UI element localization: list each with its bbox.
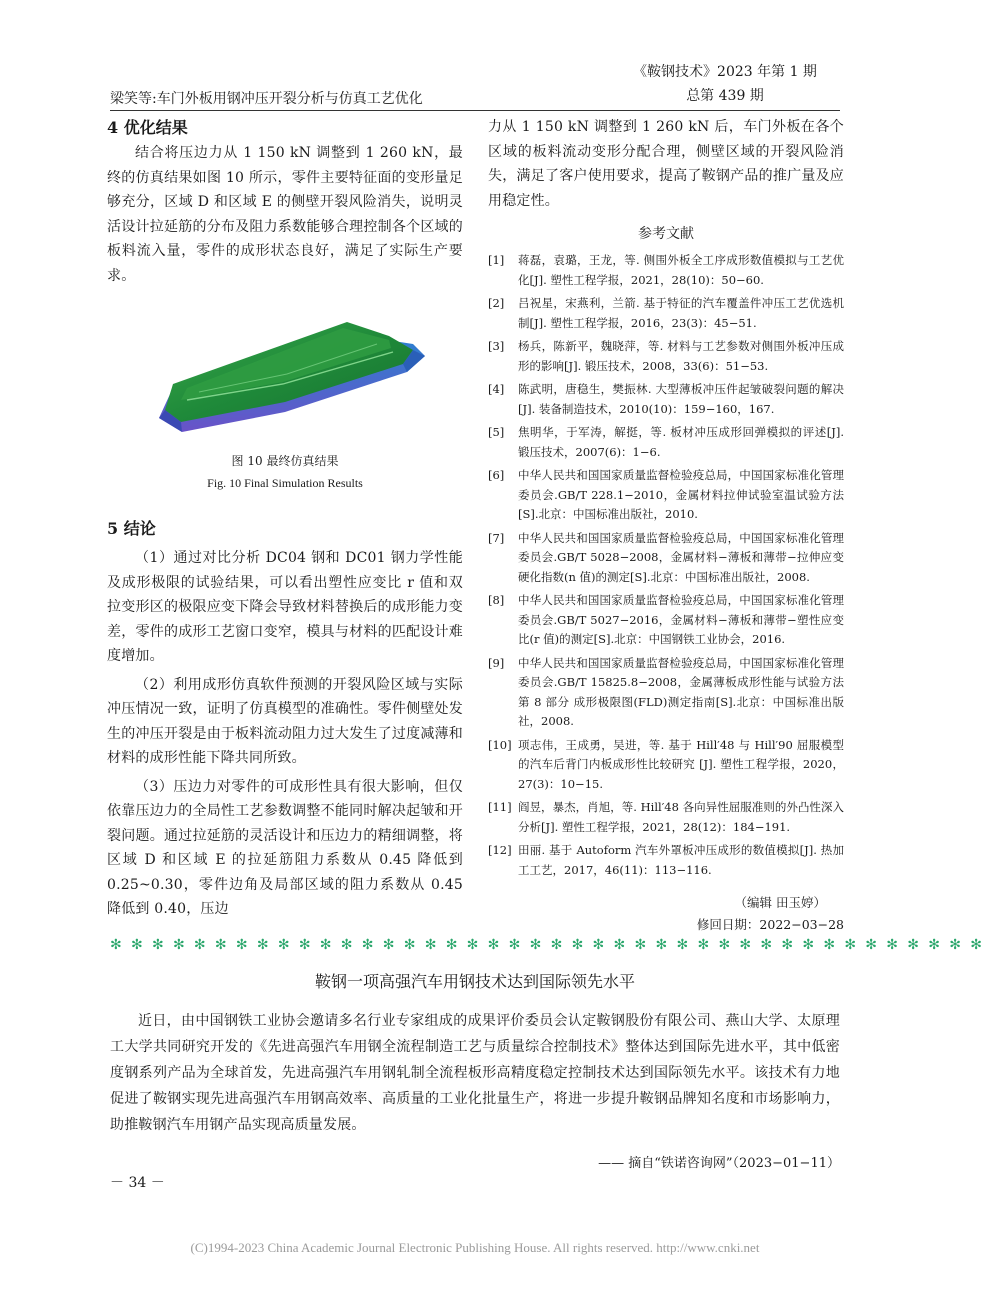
reference-text: 中华人民共和国国家质量监督检验疫总局，中国国家标准化管理委员会.GB/T 5027−2016，金属材料−薄板和薄带−塑性应变比(r 值)的测定[S].北京：中国钢铁工业协会，2016. (518, 593, 844, 646)
reference-text: 中华人民共和国国家质量监督检验疫总局，中国国家标准化管理委员会.GB/T 5028−2008，金属材料−薄板和薄带−拉伸应变硬化指数(n 值)的测定[S].北京：中国标准出版社，2008. (518, 530, 844, 584)
reference-text: 中华人民共和国国家质量监督检验疫总局，中国国家标准化管理委员会.GB/T 15825.8−2008，金属薄板成形性能与试验方法 第 8 部分 成形极限图(FLD)测定指南[S].北京：中国标准出版社，2008. (518, 655, 844, 728)
left-column (107, 115, 463, 922)
header-rule (110, 110, 840, 111)
reference-item (488, 591, 844, 650)
figure-10 (107, 300, 463, 450)
reference-text: 吕祝星，宋燕利，兰箭. 基于特征的汽车覆盖件冲压工艺优选机制[J]. 塑性工程学报，2016，23(3)：45−51. (518, 296, 844, 330)
star-separator: ✻ ✻ ✻ ✻ ✻ ✻ ✻ ✻ ✻ ✻ ✻ ✻ ✻ ✻ ✻ ✻ ✻ ✻ ✻ ✻ ✻ ✻ ✻ ✻ ✻ ✻ ✻ ✻ ✻ ✻ ✻ ✻ ✻ ✻ ✻ ✻ ✻ ✻ ✻ ✻ ✻ ✻ (110, 937, 984, 953)
reference-text: 田丽. 基于 Autoform 汽车外罩板冲压成形的数值模拟[J]. 热加工工艺，2017，46(11)：113−116. (518, 843, 844, 877)
running-title: 梁笑等:车门外板用钢冲压开裂分析与仿真工艺优化 (110, 91, 423, 107)
copyright-footer: (C)1994-2023 China Academic Journal Electronic Publishing House. All rights reserved. http://www.cnki.net (190, 1240, 760, 1255)
reference-number: [12] (488, 843, 512, 857)
reference-item (488, 251, 844, 290)
reference-item (488, 337, 844, 376)
news-source: —— 摘自“铁诺咨询网”（2023−01−11） (598, 1156, 840, 1171)
journal-issue: 《鞍钢技术》2023 年第 1 期 (633, 64, 817, 80)
reference-number: [4] (488, 382, 505, 396)
reference-text: 阎昱，暴杰，肖旭，等. Hill′48 各向异性屈服准则的外凸性深入分析[J]. 塑性工程学报，2021，28(12)：184−191. (518, 800, 844, 834)
reference-number: [5] (488, 425, 505, 439)
reference-text: 蒋磊，袁璐，王龙，等. 侧围外板全工序成形数值模拟与工艺优化[J]. 塑性工程学报，2021，28(10)：50−60. (518, 253, 844, 287)
reference-text: 项志伟，王成勇，吴进，等. 基于 Hill′48 与 Hill′90 屈服模型的汽车后背门内板成形性比较研究 [J]. 塑性工程学报，2020，27(3)：10−15. (518, 737, 844, 791)
reference-number: [3] (488, 339, 505, 353)
reference-number: [9] (488, 655, 505, 670)
section-5-heading: 5 结论 (107, 519, 156, 538)
news-body: 近日，由中国钢铁工业协会邀请多名行业专家组成的成果评价委员会认定鞍钢股份有限公司、燕山大学、太原理工大学共同研究开发的《先进高强汽车用钢全流程制造工艺与质量综合控制技术》整体达到国际先进水平，其中低密度钢系列产品为全球首发，先进高强汽车用钢轧制全流程板形高精度稳定控制技术达到国际领先水平。该技术有力地促进了鞍钢实现先进高强汽车用钢高效率、高质量的工业化批量生产，将进一步提升鞍钢品牌知名度和市场影响力，助推鞍钢汽车用钢产品实现高质量发展。 (110, 1013, 840, 1133)
reference-list (488, 251, 844, 880)
simulation-result-image (107, 300, 463, 450)
reference-item (488, 529, 844, 588)
reference-number: [11] (488, 800, 512, 814)
reference-text: 陈武明，唐稳生，樊振林. 大型薄板冲压件起皱破裂问题的解决[J]. 装备制造技术，2010(10)：159−160，167. (518, 382, 844, 416)
reference-number: [7] (488, 530, 505, 545)
reference-number: [10] (488, 737, 512, 752)
figure-caption-en: Fig. 10 Final Simulation Results (207, 476, 363, 490)
conclusion-1: （1）通过对比分析 DC04 钢和 DC01 钢力学性能及成形极限的试验结果，可以看出塑性应变比 r 值和双拉变形区的极限应变下降会导致材料替换后的成形能力变差，零件的成形工艺窗口变窄，模具与材料的匹配设计难度增加。 (107, 550, 463, 664)
right-column (488, 115, 844, 936)
section-4-paragraph: 结合将压边力从 1 150 kN 调整到 1 260 kN，最终的仿真结果如图 10 所示，零件主要特征面的变形量足够充分，区域 D 和区域 E 的侧壁开裂风险消失，说明灵活设计拉延筋的分布及阻力系数能够合理控制各个区域的板料流入量，零件的成形状态良好，满足了实际生产要求。 (107, 145, 463, 284)
reference-item (488, 798, 844, 837)
editor-note: （编辑 田玉婷） (734, 895, 826, 910)
conclusion-3: （3）压边力对零件的可成形性具有很大影响，但仅依靠压边力的全局性工艺参数调整不能同时解决起皱和开裂问题。通过拉延筋的灵活设计和压边力的精细调整，将区域 D 和区域 E 的拉延筋阻力系数从 0.45 降低到 0.25~0.30，零件边角及局部区域的阻力系数从 0.45 降低到 0.40，压边 (107, 778, 463, 917)
news-title: 鞍钢一项高强汽车用钢技术达到国际领先水平 (314, 972, 635, 991)
reference-item (488, 736, 844, 795)
reference-text: 焦明华，于军涛，解挺，等. 板材冲压成形回弹模拟的评述[J]. 锻压技术，2007(6)：1−6. (518, 425, 844, 459)
revision-date: 修回日期：2022−03−28 (696, 917, 844, 932)
references-title: 参考文献 (638, 226, 694, 242)
reference-number: [8] (488, 593, 505, 607)
reference-text: 杨兵，陈新平，魏晓萍，等. 材料与工艺参数对侧围外板冲压成形的影响[J]. 锻压技术，2008，33(6)：51−53. (518, 339, 844, 373)
journal-total-issue: 总第 439 期 (686, 88, 764, 104)
reference-text: 中华人民共和国国家质量监督检验疫总局，中国国家标准化管理委员会.GB/T 228.1−2010，金属材料拉伸试验室温试验方法[S].北京：中国标准出版社，2010. (518, 468, 844, 521)
page-number: － 34 － (110, 1175, 165, 1191)
news-body-wrap (110, 1008, 840, 1138)
conclusion-3-continued: 力从 1 150 kN 调整到 1 260 kN 后，车门外板在各个区域的板料流动变形分配合理，侧壁区域的开裂风险消失，满足了客户使用要求，提高了鞍钢产品的推广量及应用稳定性。 (488, 119, 844, 209)
reference-item (488, 654, 844, 732)
conclusion-2: （2）利用成形仿真软件预测的开裂风险区域与实际冲压情况一致，证明了仿真模型的准确性。零件侧壁处发生的冲压开裂是由于板料流动阻力过大发生了过度减薄和材料的成形性能下降共同所致。 (107, 676, 463, 766)
reference-number: [1] (488, 253, 505, 267)
reference-item (488, 380, 844, 419)
figure-caption-cn: 图 10 最终仿真结果 (231, 454, 339, 468)
section-4-heading: 4 优化结果 (107, 118, 188, 137)
reference-item (488, 466, 844, 525)
reference-number: [2] (488, 296, 505, 310)
reference-item (488, 423, 844, 462)
reference-number: [6] (488, 468, 505, 482)
reference-item (488, 294, 844, 333)
reference-item (488, 841, 844, 880)
